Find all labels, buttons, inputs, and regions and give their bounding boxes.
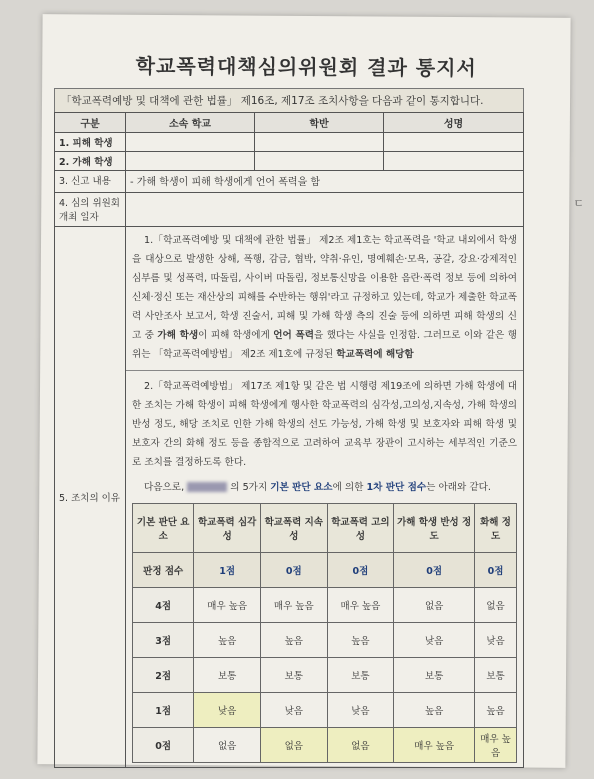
table-cell: 높음	[194, 623, 261, 658]
table-cell: 매우 높음	[475, 728, 517, 763]
redacted-name	[187, 482, 227, 492]
score-cell: 0점	[394, 553, 475, 588]
level-cell: 0점	[133, 728, 194, 763]
table-row	[133, 588, 517, 623]
table-cell: 높음	[394, 693, 475, 728]
header-school: 소속 학교	[126, 113, 255, 133]
score-cell: 판정 점수	[133, 553, 194, 588]
table-cell: 없음	[394, 588, 475, 623]
score-row	[133, 553, 517, 588]
table-cell: 없음	[260, 728, 327, 763]
offender-class	[255, 152, 384, 171]
table-cell: 높음	[327, 623, 394, 658]
side-mark: ㄷ	[573, 197, 584, 210]
header-class: 학반	[255, 113, 384, 133]
reason-content	[126, 227, 524, 768]
date-label: 4. 심의 위원회 개최 일자	[55, 193, 126, 227]
table-cell: 매우 높음	[260, 588, 327, 623]
table-cell: 없음	[327, 728, 394, 763]
score-header-4: 가해 학생 반성 정도	[394, 504, 475, 553]
table-row	[133, 728, 517, 763]
offender-name	[384, 152, 524, 171]
table-cell: 매우 높음	[327, 588, 394, 623]
victim-label: 1. 피해 학생	[55, 133, 126, 152]
report-content: - 가해 학생이 피해 학생에게 언어 폭력을 함	[126, 171, 524, 193]
notice-table	[54, 112, 524, 768]
score-header-3: 학교폭력 고의성	[327, 504, 394, 553]
table-cell: 보통	[194, 658, 261, 693]
table-cell: 낮음	[327, 693, 394, 728]
table-cell: 없음	[475, 588, 517, 623]
reason-p3-mid: 의 5가지	[230, 482, 271, 493]
reason-p3-bold-1: 기본 판단 요소	[270, 482, 333, 493]
score-cell: 0점	[475, 553, 517, 588]
reason-paragraph-1	[132, 231, 517, 364]
table-cell: 높음	[260, 623, 327, 658]
table-cell: 보통	[394, 658, 475, 693]
reason-p3-start: 다음으로,	[144, 482, 185, 493]
reason-paragraph-2: 2.「학교폭력예방법」 제17조 제1항 및 같은 법 시행령 제19조에 의하면 가해 학생에 대한 조치는 가해 학생이 피해 학생에게 행사한 학교폭력의 심각성,고의성,지속성, 가해 학생의 반성 정도, 해당 조치로 인한 가해 학생의 선도 가능성, 가해 학생 및 보호자와 피해 학생 및 보호자 간의 화해 정도 등을 종합적으로 고려하여 교육부 장관이 고시하는 세부적인 기준으로 조치를 결정하도록 한다.	[132, 381, 517, 468]
offender-label: 2. 가해 학생	[55, 152, 126, 171]
table-cell: 낮음	[194, 693, 261, 728]
victim-name	[384, 133, 524, 152]
level-cell: 3점	[133, 623, 194, 658]
table-cell: 낮음	[260, 693, 327, 728]
level-cell: 4점	[133, 588, 194, 623]
reason-p1-bold-1: 가해 학생	[157, 330, 199, 341]
table-cell: 낮음	[394, 623, 475, 658]
reason-p3-bold-2: 1차 판단 점수	[366, 482, 427, 493]
table-cell: 보통	[327, 658, 394, 693]
table-cell: 없음	[194, 728, 261, 763]
score-header-0: 기본 판단 요소	[133, 504, 194, 553]
reason-p3-end: 는 아래와 같다.	[426, 482, 491, 493]
header-name: 성명	[384, 113, 524, 133]
offender-school	[126, 152, 255, 171]
reason-p1-bold-3: 학교폭력에 해당함	[336, 349, 414, 360]
score-cell: 0점	[260, 553, 327, 588]
table-row	[133, 658, 517, 693]
reason-label: 5. 조치의 이유	[55, 227, 126, 768]
reason-divider	[126, 370, 523, 371]
score-table	[132, 503, 517, 763]
table-cell: 보통	[475, 658, 517, 693]
victim-class	[255, 133, 384, 152]
table-cell: 보통	[260, 658, 327, 693]
reason-paragraph-3	[132, 478, 517, 497]
score-header-1: 학교폭력 심각성	[194, 504, 261, 553]
document-subtitle: 「학교폭력예방 및 대책에 관한 법률」 제16조, 제17조 조치사항을 다음과 같이 통지합니다.	[54, 88, 524, 113]
header-category: 구분	[55, 113, 126, 133]
score-cell: 0점	[327, 553, 394, 588]
reason-p1-text: 1.「학교폭력예방 및 대책에 관한 법률」 제2조 제1호는 학교폭력을 '학교 내외에서 학생을 대상으로 발생한 상해, 폭행, 감금, 협박, 약취·유인, 명예훼손·모욕, 공갈, 강요·강제적인 심부름 및 성폭력, 따돌림, 사이버 따돌림, 정보통신망을 이용한 음란·폭력 정보 등에 의하여 신체·정신 또는 재산상의 피해를 수반하는 행위'라고 규정하고 있는데, 학교가 제출한 학교폭력 사안조사 보고서, 학생 진술서, 피해 및 가해 학생 측의 진술 등에 의하면 피해 학생의 신고 중	[132, 235, 517, 341]
score-header-2: 학교폭력 지속성	[260, 504, 327, 553]
table-row	[133, 693, 517, 728]
document-title: 학교폭력대책심의위원회 결과 통지서	[135, 53, 477, 81]
score-header-5: 화해 정도	[475, 504, 517, 553]
reason-p1-bold-2: 언어 폭력	[273, 330, 315, 341]
victim-school	[126, 133, 255, 152]
score-cell: 1점	[194, 553, 261, 588]
table-cell: 매우 높음	[394, 728, 475, 763]
level-cell: 2점	[133, 658, 194, 693]
table-row	[133, 623, 517, 658]
table-cell: 높음	[475, 693, 517, 728]
reason-p1-end: 을 했다는 사실을 인정함. 그러므로 이와 같은 행위는 「학교폭력예방법」 제2조 제1호에 규정된	[132, 330, 517, 360]
report-label: 3. 신고 내용	[55, 171, 126, 193]
level-cell: 1점	[133, 693, 194, 728]
reason-p3-mid2: 에 의한	[332, 482, 367, 493]
date-value	[126, 193, 524, 227]
reason-p1-mid: 이 피해 학생에게	[198, 330, 274, 341]
table-cell: 매우 높음	[194, 588, 261, 623]
table-cell: 낮음	[475, 623, 517, 658]
